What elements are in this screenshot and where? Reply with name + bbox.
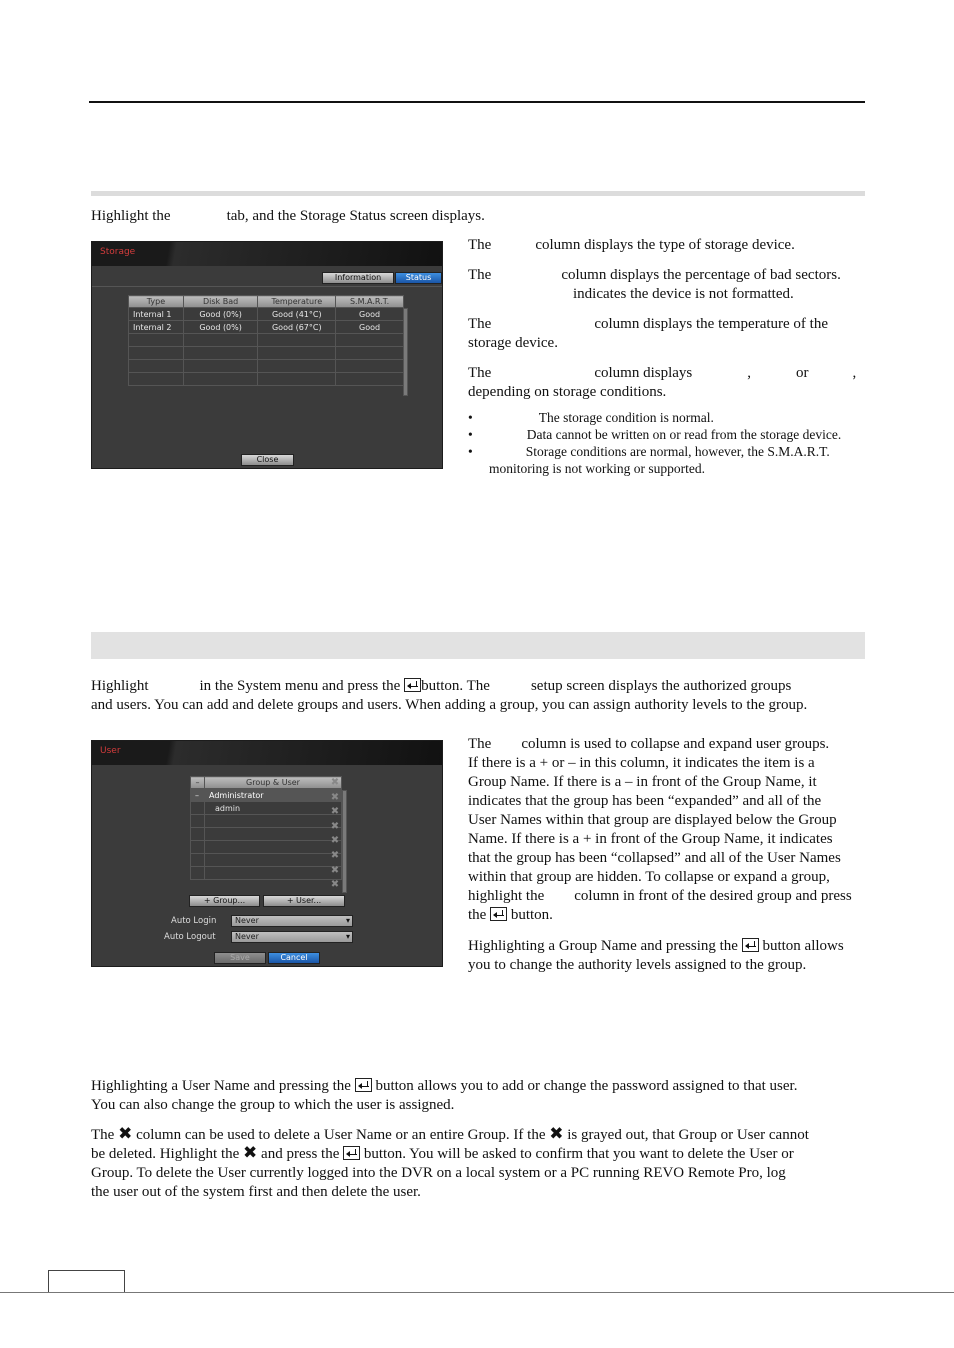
- group-name-description: [468, 937, 861, 975]
- table-cell: Good (67°C): [258, 321, 336, 334]
- storage-section-band: [91, 191, 865, 196]
- desc-line: If there is a + or – in this column, it indicates the item is a: [468, 755, 815, 771]
- table-cell: Good (0%): [183, 321, 258, 334]
- desc-text: ,: [747, 365, 751, 381]
- delete-x-icon: ✖: [549, 1124, 564, 1144]
- divider: [92, 286, 442, 287]
- bullet-text: Storage conditions are normal, however, the S.M.A.R.T.: [525, 444, 830, 459]
- enter-button-icon: [343, 1146, 360, 1160]
- user-name[interactable]: admin: [205, 802, 342, 815]
- table-row: [191, 815, 342, 828]
- desc-text: indicates the device is not formatted.: [573, 286, 794, 302]
- intro-text: tab, and the Storage Status screen displays.: [226, 208, 485, 224]
- table-row: [191, 867, 342, 880]
- desc-line: The column is used to collapse and expand user groups.: [468, 736, 830, 752]
- intro-text: Highlight: [91, 678, 149, 694]
- delete-column: [328, 776, 342, 894]
- desc-text: column displays the temperature of the: [594, 316, 829, 332]
- table-row: [129, 373, 404, 386]
- auto-logout-select[interactable]: Never ▾: [231, 931, 353, 943]
- table-row: [129, 347, 404, 360]
- screen-title: User: [100, 746, 121, 756]
- desc-line: [468, 906, 861, 925]
- delete-icon[interactable]: ✖: [330, 791, 340, 803]
- desc-line: indicates that the group has been “expanded” and all of the: [468, 793, 822, 809]
- body-text: The: [91, 1127, 115, 1143]
- column-header: Disk Bad: [183, 296, 258, 308]
- close-button[interactable]: Close: [241, 454, 294, 466]
- storage-intro: [91, 207, 485, 226]
- body-text: Highlighting a User Name and pressing the: [91, 1078, 351, 1094]
- desc-text: column displays the type of storage device.: [535, 237, 795, 253]
- delete-column-paragraph: [91, 1126, 865, 1202]
- user-intro: [91, 677, 865, 715]
- intro-text: Highlight the: [91, 208, 171, 224]
- table-scrollbar[interactable]: [403, 308, 408, 396]
- bullet-item: • Data cannot be written on or read from the storage device.: [468, 427, 842, 442]
- enter-button-icon: [742, 938, 759, 952]
- desc-text: Highlighting a Group Name and pressing the: [468, 938, 738, 954]
- bullet-item: [468, 460, 868, 477]
- desc-line: highlight the column in front of the desired group and press: [468, 888, 852, 904]
- bullet-text: Data cannot be written on or read from the storage device.: [526, 427, 842, 442]
- body-text: Group. To delete the User currently logged into the DVR on a local system or a PC running REVO Remote Pro, log: [91, 1165, 786, 1181]
- delete-x-icon: ✖: [243, 1143, 258, 1163]
- temperature-description: [468, 315, 861, 353]
- smart-bullets: [468, 409, 868, 477]
- enter-button-icon: [355, 1078, 372, 1092]
- desc-line: Group Name. If there is a – in front of the Group Name, it: [468, 774, 817, 790]
- intro-text: and users. You can add and delete groups and users. When adding a group, you can assign authority levels to the group.: [91, 697, 808, 713]
- desc-text: depending on storage conditions.: [468, 384, 667, 400]
- desc-text: or: [796, 365, 809, 381]
- desc-text: the: [468, 907, 487, 923]
- header-rule: [89, 101, 865, 103]
- smart-description: [468, 364, 861, 402]
- delete-icon[interactable]: ✖: [330, 835, 340, 847]
- enter-button-icon: [404, 678, 421, 692]
- body-text: You can also change the group to which the user is assigned.: [91, 1097, 455, 1113]
- body-text: be deleted. Highlight the: [91, 1146, 240, 1162]
- table-row: [191, 854, 342, 867]
- tab-information[interactable]: Information: [322, 272, 394, 284]
- table-row[interactable]: [191, 802, 342, 815]
- desc-text: The: [468, 365, 492, 381]
- desc-text: button allows: [762, 938, 844, 954]
- storage-table: [128, 295, 404, 386]
- table-row: [129, 334, 404, 347]
- footer-rule: [0, 1292, 954, 1293]
- desc-text: The: [468, 267, 492, 283]
- type-description: [468, 236, 861, 255]
- add-user-button[interactable]: + User...: [263, 895, 345, 907]
- body-text: is grayed out, that Group or User cannot: [567, 1127, 809, 1143]
- list-scrollbar[interactable]: [342, 790, 347, 893]
- desc-text: column displays the percentage of bad sectors.: [561, 267, 841, 283]
- delete-icon[interactable]: ✖: [330, 777, 340, 788]
- bullet-item: • The storage condition is normal.: [468, 410, 714, 425]
- desc-text: button.: [510, 907, 553, 923]
- column-header: S.M.A.R.T.: [336, 296, 404, 308]
- intro-text: in the System menu and press the: [199, 678, 401, 694]
- delete-icon[interactable]: ✖: [330, 806, 340, 818]
- collapse-toggle[interactable]: –: [191, 789, 205, 802]
- table-row: [129, 308, 404, 321]
- screen-titlebar: [92, 242, 442, 266]
- auto-login-label: Auto Login: [171, 916, 217, 926]
- table-row[interactable]: [191, 789, 342, 802]
- desc-line: that the group has been “collapsed” and all of the User Names: [468, 850, 841, 866]
- delete-icon[interactable]: ✖: [330, 849, 340, 861]
- tab-status[interactable]: Status: [395, 272, 442, 284]
- table-cell: Good (41°C): [258, 308, 336, 321]
- table-cell: Good (0%): [183, 308, 258, 321]
- table-row: [191, 841, 342, 854]
- desc-text: storage device.: [468, 335, 558, 351]
- table-row: [191, 828, 342, 841]
- bullet-item: • Storage conditions are normal, however, the S.M.A.R.T.: [468, 444, 830, 459]
- bullet-text: The storage condition is normal.: [538, 410, 714, 425]
- intro-text: setup screen displays the authorized groups: [530, 678, 792, 694]
- collapse-column-description: [468, 735, 861, 925]
- delete-icon[interactable]: ✖: [330, 820, 340, 832]
- table-cell: Good: [336, 321, 404, 334]
- desc-text: The: [468, 237, 492, 253]
- table-cell: Good: [336, 308, 404, 321]
- column-header: Type: [129, 296, 184, 308]
- column-header: Temperature: [258, 296, 336, 308]
- desc-line: User Names within that group are displayed below the Group: [468, 812, 837, 828]
- desc-line: within that group are hidden. To collapse or expand a group,: [468, 869, 830, 885]
- delete-x-icon: ✖: [118, 1124, 133, 1144]
- body-text: and press the: [261, 1146, 340, 1162]
- group-user-table: [190, 776, 342, 880]
- group-user-header: Group & User: [205, 777, 342, 789]
- body-text: the user out of the system first and then delete the user.: [91, 1184, 421, 1200]
- auto-logout-label: Auto Logout: [164, 932, 216, 942]
- user-name-paragraph: [91, 1077, 865, 1115]
- desc-line: Name. If there is a + in front of the Group Name, it indicates: [468, 831, 833, 847]
- body-text: column can be used to delete a User Name or an entire Group. If the: [136, 1127, 546, 1143]
- enter-button-icon: [490, 907, 507, 921]
- table-row: [129, 360, 404, 373]
- table-cell: Internal 1: [129, 308, 184, 321]
- delete-icon[interactable]: ✖: [330, 864, 340, 876]
- storage-status-screenshot: [91, 241, 443, 469]
- page-number-tab: [48, 1270, 125, 1292]
- screen-title: Storage: [100, 247, 136, 257]
- disk-bad-description: [468, 266, 861, 304]
- cancel-button[interactable]: Cancel: [268, 952, 320, 964]
- body-text: button. You will be asked to confirm that you want to delete the User or: [363, 1146, 794, 1162]
- desc-text: ,: [852, 365, 857, 381]
- body-text: button allows you to add or change the password assigned to that user.: [375, 1078, 798, 1094]
- user-setup-screenshot: [91, 740, 443, 967]
- add-group-button[interactable]: + Group...: [189, 895, 260, 907]
- intro-text: button. The: [421, 678, 490, 694]
- group-name[interactable]: Administrator: [205, 789, 342, 802]
- auto-login-select[interactable]: Never ▾: [231, 915, 353, 927]
- delete-icon[interactable]: ✖: [330, 879, 340, 891]
- screen-titlebar: [92, 741, 442, 765]
- save-button[interactable]: Save: [214, 952, 266, 964]
- collapse-column-header: –: [191, 777, 205, 789]
- user-section-band: [91, 632, 865, 659]
- desc-text: you to change the authority levels assigned to the group.: [468, 957, 807, 973]
- desc-text: The: [468, 316, 492, 332]
- desc-text: column displays: [594, 365, 693, 381]
- table-cell: Internal 2: [129, 321, 184, 334]
- bullet-text: monitoring is not working or supported.: [489, 461, 705, 476]
- table-row: [129, 321, 404, 334]
